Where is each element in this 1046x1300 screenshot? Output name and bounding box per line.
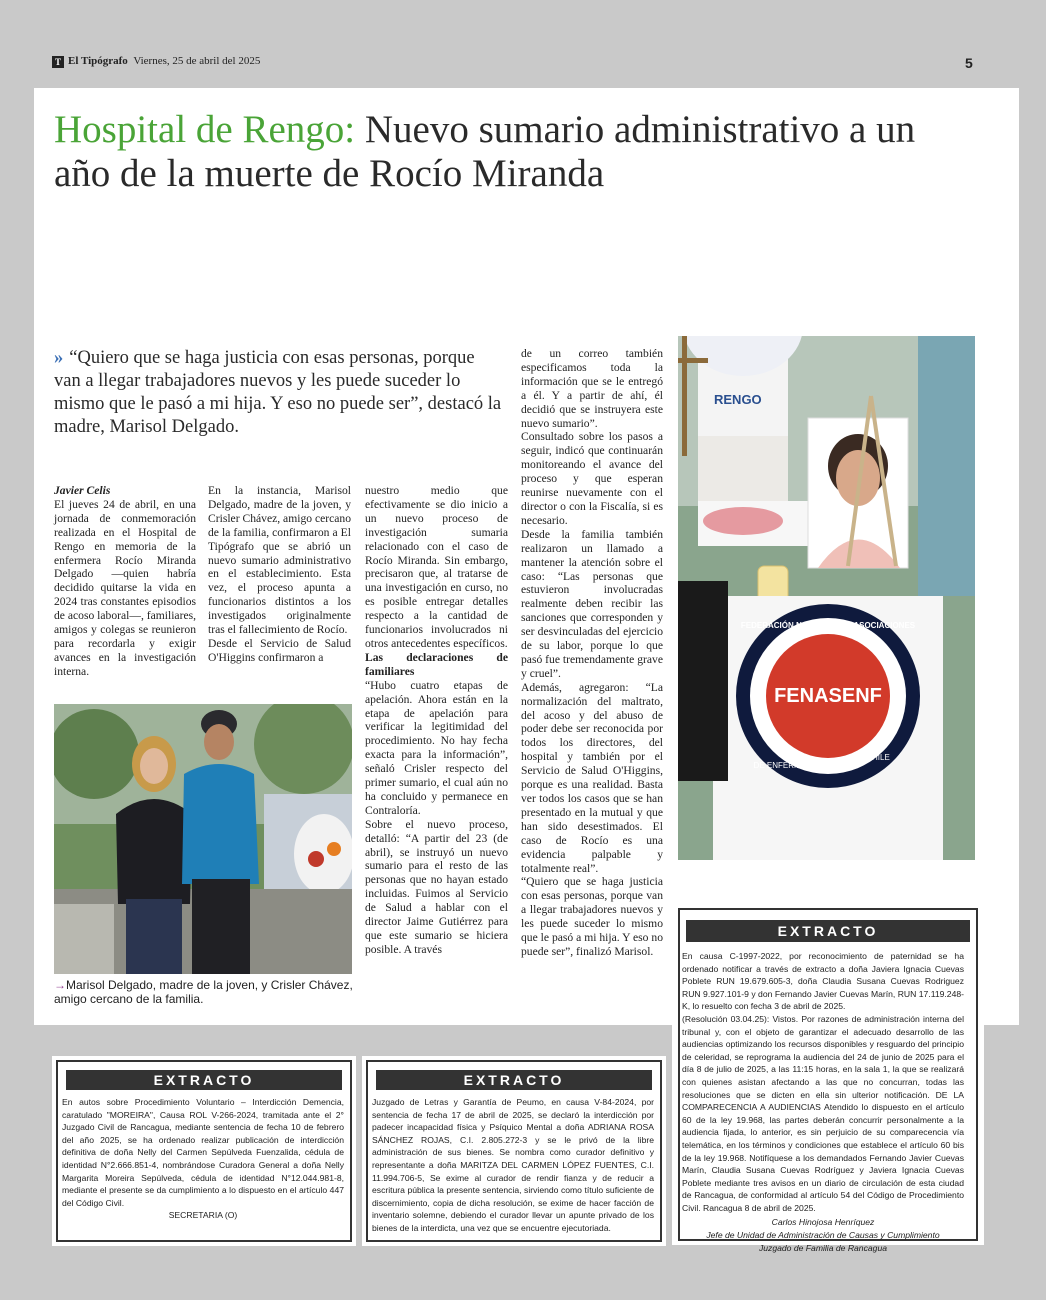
photo-memorial-image [678,336,975,860]
paragraph: Juzgado de Letras y Garantía de Peumo, en causa V-84-2024, por sentencia de fecha 17 de abril de 2025, se declaró la interdicción por padecer incapacidad física y Psíquico Mental a doña ADRIANA ROSA SÁNCHEZ ROJAS, C.I. 2.805.272-3 y se le privó de la libre administración de sus bienes. Se nombra como curador definitivo y representante a doña MARITZA DEL CARMEN LÓPEZ FUENTES, C.I. 11.994.706-5, Se exime al curador de rendir fianza y de reducir a escritura pública la presente sentencia, sirviendo como título suficiente de discernimiento, copia de dicha resolución, se exime de hacer facción de inventario solemne, debiendo el curador llevar un apunte privado de los bienes de la interdicta, una vez que se encuentre ejecutoriada. [372,1097,654,1233]
pull-quote [54,347,504,439]
paragraph: “Hubo cuatro etapas de apelación. Ahora están en la etapa de apelación para verificar la legitimidad del procedimiento. No hay fecha exacta para la información”, señaló Crisler respecto del primer sumario, el cual aún no ha concluido y permanece en Contraloría. [365,678,508,817]
signature: SECRETARIA (O) [168,1210,238,1221]
article-column-4 [521,347,663,959]
extracto-right [672,892,984,1253]
photo-flag-line2: DE ENFERMERAS [753,761,823,770]
pull-quote-text: “Quiero que se haga justicia con esas personas, porque van a llegar trabajadores nuevos y les puede suceder lo mismo que le pasó a mi hija. Y eso no puede ser”, destacó la madre, Marisol Delgado. [54,348,502,437]
paragraph: En causa C-1997-2022, por reconocimiento de paternidad se ha ordenado notificar a través de extracto a doña Javiera Ignacia Cuevas Poblete RUN 19.679.605-3, doña Claudia Susana Cuevas Rodriguez RUN 9.927.101-9 y don Fernando Javier Cuevas Marín, RUN 17.119.248-K, lo resuelto con fecha 3 de abril de 2025. [682,951,964,1012]
extracto-middle-text [372,1096,654,1235]
signature-title: Jefe de Unidad de Administración de Causas y Cumplimiento [706,1230,940,1241]
photo-family [54,704,352,974]
byline: Javier Celis [54,484,111,497]
newspaper-name: El Tipógrafo [68,55,128,67]
newspaper-logo-icon: T [52,56,64,68]
paragraph: Además, agregaron: “La normalización del maltrato, del acoso y del abuso de poder debe ser reconocida por todos los directores, del hospital y también por el Servicio de Salud O'Higgins, porque es una realidad. Basta ver todos los casos que se han presentado en la mutual y que han sido desestimados. El caso de Rocío es una evidencia palpable y totalmente real”. [521,680,663,875]
extracto-left [52,1056,356,1246]
headline [54,108,974,196]
paragraph: Sobre el nuevo proceso, detalló: “A partir del 23 (de abril), se instruyó un nuevo sumario para el resto de las personas que no hayan estado incluidas. Fuimos al Servicio de Salud a hablar con el director Jaime Gutiérrez para que este sumario se hiciera posible. A través [365,817,508,956]
photo-banner-text: RENGO [714,392,762,407]
photo-flag-line3: CHILE [866,753,890,762]
article-column-2 [208,484,351,665]
photo-memorial [678,336,975,860]
photo-flag-brand: FENASENF [774,685,882,707]
page-number: 5 [965,55,973,71]
page-header [52,55,260,68]
article-column-3 [365,484,508,957]
extracto-middle [362,1056,666,1246]
headline-kicker: Hospital de Rengo: [54,108,356,151]
paragraph: Desde la familia también realizaron un llamado a mantener la atención sobre el caso: “Las personas que estuvieron involucradas realmente deben recibir las sanciones que corresponden y ser desvinculadas del ejercicio de su labor, porque lo que pasó fue tremendamente grave y cruel”. [521,527,663,680]
article-column-1 [54,484,196,679]
photo-caption [54,978,354,1006]
caption-text: Marisol Delgado, madre de la joven, y Crisler Chávez, amigo cercano de la familia. [54,978,353,1006]
headline-text: Nuevo sumario administrativo a un año de la muerte de Rocío Miranda [54,108,916,195]
caption-arrow-icon: → [54,978,66,992]
paragraph: Consultado sobre los pasos a seguir, indicó que continuarán monitoreando el avance del proceso y que esperan reunirse nuevamente con el director o con la Fiscalía, si es necesario. [521,430,663,527]
paragraph: nuestro medio que efectivamente se dio inicio a un nuevo proceso de investigación sumaria relacionado con el caso de Rocío Miranda. Sin embargo, precisaron que, al tratarse de una investigación en curso, no es posible entregar detalles respecto a la cantidad de funcionarios involucrados ni otros antecedentes específicos. [365,484,508,650]
paragraph: El jueves 24 de abril, en una jornada de conmemoración realizada en el Hospital de Rengo en memoria de la enfermera Rocío Miranda Delgado —quien habría decidido quitarse la vida en 2024 tras constantes episodios de acoso laboral—, familiares, amigos y colegas se reunieron para recordarla y exigir avances en la investigación interna. [54,497,196,678]
paragraph: En autos sobre Procedimiento Voluntario – Interdicción Demencia, caratulado "MOREIRA", Causa ROL V-266-2024, tramitada ante el 2° Juzgado Civil de Rancagua, mediante sentencia de fecha 10 de febrero del año 2025, se ha ordenado realizar publicación de interdicción definitiva de doña Nelly del Carmen Sepúlveda Fuenzalida, cédula de identidad N°2.666.851-4, nombrándose Curadora General a doña Nelly Margarita Moreira Sepúlveda, cédula de identidad N°12.044.981-8, mediante el presente se da cumplimiento a lo dispuesto en el artículo 447 del Código Civil. [62,1097,344,1208]
extracto-heading: EXTRACTO [376,1070,652,1090]
extracto-right-text [682,950,964,1254]
photo-flag-line1: FEDERACIÓN NACIONAL DE ASOCIACIONES [740,621,916,630]
extracto-heading: EXTRACTO [686,920,970,942]
paragraph: En la instancia, Marisol Delgado, madre de la joven, y Crisler Chávez, amigo cercano de la familia, confirmaron a El Tipógrafo que se abrió un nuevo sumario administrativo en el establecimiento. Esta vez, el proceso apunta a funcionarios distintos a los investigados originalmente tras el fallecimiento de Rocío. [208,484,351,637]
paragraph: “Quiero que se haga justicia con esas personas, porque van a llegar trabajadores nuevos y les puede suceder lo mismo que le pasó a mi hija. Y eso no puede ser”, finalizó Marisol. [521,875,663,958]
subheading: Las declaraciones de familiares [365,650,508,678]
extracto-heading: EXTRACTO [66,1070,342,1090]
issue-date: Viernes, 25 de abril del 2025 [133,55,261,67]
paragraph: de un correo también especificamos toda la información que se le entregó a él. Y a partir de ahí, él decidió que se instruyera este nuevo sumario”. [521,347,663,430]
photo-family-image [54,704,352,974]
paragraph: (Resolución 03.04.25): Vistos. Por razones de administración interna del tribunal y, con el objeto de garantizar el adecuado desarrollo de las audiencias optimizando los recursos disponibles y resguardo del principio de celeridad, se reprograma la audiencia del 24 de junio de 2025 para el día 8 de julio de 2025, a las 11:15 horas, en la sala 1, la que se realizará con quienes asistan afectando a las que no concurran, todas las resoluciones que se dicten en ella sin ulterior notificación. DE LA COMPARECENCIA A AUDIENCIAS Atendido lo dispuesto en el artículo 60 de la ley 19.968, las partes deberán concurrir personalmente a la audiencia fijada, lo anterior, es sin perjuicio de su comparecencia vía telemática, en los términos y condiciones que establece el artículo 60 bis de la ley 19.968. Notifíquese a los demandados Fernando Javier Cuevas Marín, Claudia Susana Cuevas Rodríguez y Javiera Ignacia Cuevas Poblete mediante tres avisos en un diario de circulación de esta ciudad de Rancagua, de conformidad al artículo 54 del Código de Procedimiento Civil. Rancagua 8 de abril de 2025. [682,1013,964,1213]
quote-marker-icon: » [54,348,64,368]
extracto-left-text [62,1096,344,1222]
signature-court: Juzgado de Familia de Rancagua [758,1242,888,1253]
signature-name: Carlos Hinojosa Henríquez [771,1217,875,1228]
paragraph: Desde el Servicio de Salud O'Higgins confirmaron a [208,636,351,664]
